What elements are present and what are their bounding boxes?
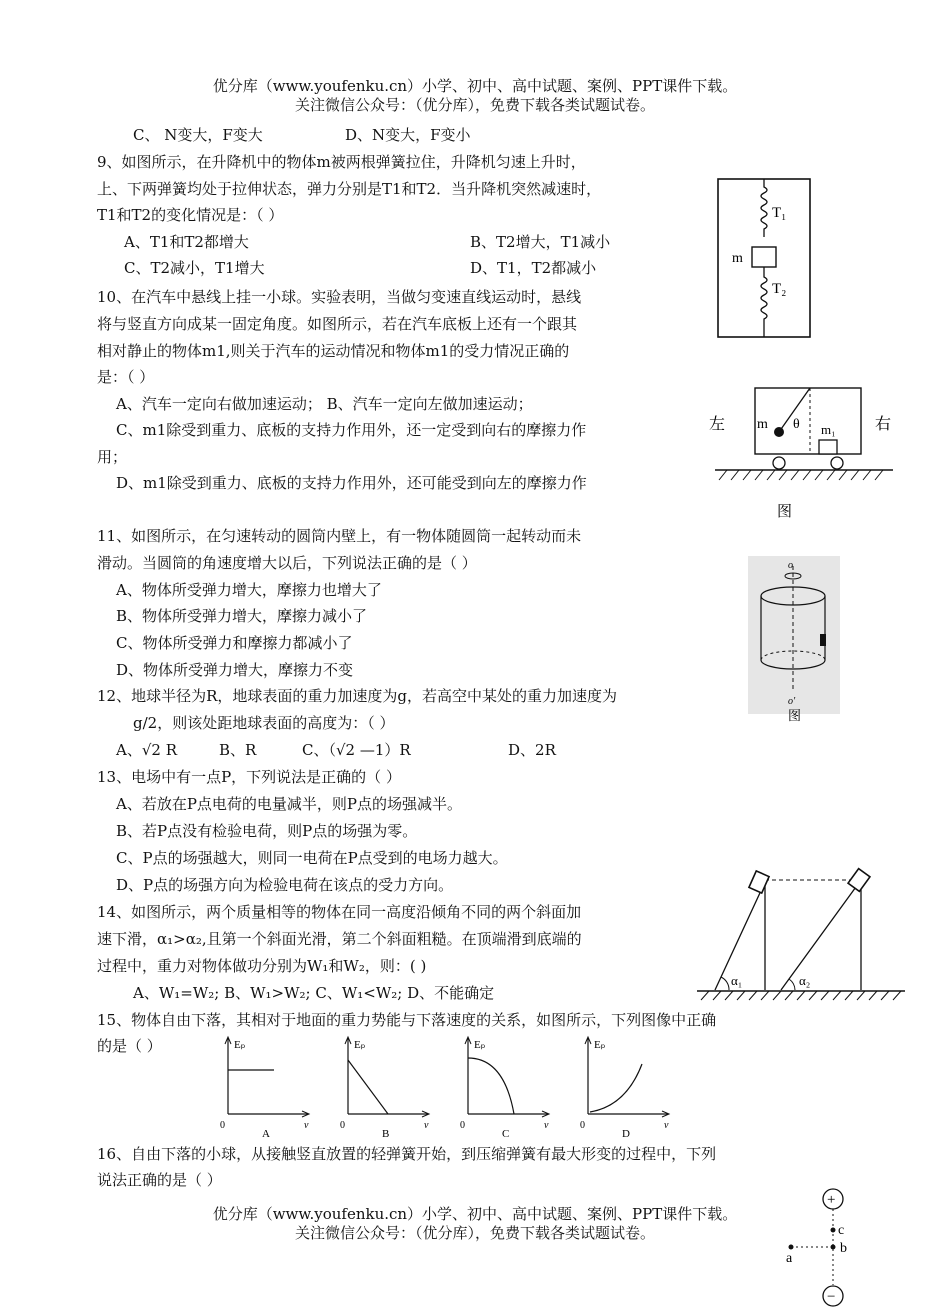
q11-option-b: B、物体所受弹力增大，摩擦力减小了 xyxy=(116,607,368,625)
label-m1: m₁ xyxy=(821,422,836,437)
q11-line-1: 11、如图所示，在匀速转动的圆筒内壁上，有一物体随圆筒一起转动而未 xyxy=(97,527,582,545)
y-label: Eₚ xyxy=(354,1039,366,1051)
q16-line-1: 16、自由下落的小球，从接触竖直放置的轻弹簧开始，到压缩弹簧有最大形变的过程中，下列 xyxy=(97,1145,717,1163)
caption: 图 xyxy=(788,708,802,723)
x-label: v xyxy=(544,1120,549,1131)
q10-options-ab: A、汽车一定向右做加速运动； B、汽车一定向左做加速运动； xyxy=(116,395,533,413)
q10-line-1: 10、在汽车中悬线上挂一小球。实验表明，当做匀变速直线运动时，悬线 xyxy=(97,288,582,306)
incline2-slope xyxy=(781,880,861,990)
header-line-1: 优分库（www.youfenku.cn）小学、初中、高中试题、案例、PPT课件下载。 xyxy=(212,77,738,95)
label-theta: θ xyxy=(793,417,800,432)
label: B xyxy=(382,1128,390,1140)
q11-option-d: D、物体所受弹力增大，摩擦力不变 xyxy=(116,661,354,679)
label: A xyxy=(262,1128,270,1140)
label-b: b xyxy=(840,1241,847,1256)
wheel-left xyxy=(773,457,785,469)
origin: 0 xyxy=(220,1120,225,1131)
q12-option-a: A、√2 R xyxy=(116,741,177,759)
y-label: Eₚ xyxy=(474,1039,486,1051)
label-m: m xyxy=(732,251,743,266)
label-m: m xyxy=(757,417,768,432)
origin: 0 xyxy=(460,1120,465,1131)
object-block xyxy=(820,634,826,646)
label-bottom: o′ xyxy=(788,696,796,707)
y-label: Eₚ xyxy=(594,1039,606,1051)
x-label: v xyxy=(664,1120,669,1131)
q10-line-4: 是：（ ） xyxy=(97,368,155,386)
q13-option-a: A、若放在P点电荷的电量减半，则P点的场强减半。 xyxy=(116,795,463,813)
q9-line-1: 9、如图所示，在升降机中的物体m被两根弹簧拉住，升降机匀速上升时， xyxy=(97,153,586,171)
q10-option-c-2: 用； xyxy=(97,448,128,466)
x-label: v xyxy=(304,1120,309,1131)
curve xyxy=(348,1060,388,1114)
plus-sign: + xyxy=(827,1192,836,1208)
q13-option-c: C、P点的场强越大，则同一电荷在P点受到的电场力越大。 xyxy=(116,849,508,867)
mass-block xyxy=(752,247,776,267)
graph-c xyxy=(460,1037,549,1140)
q14-line-2: 速下滑，α₁>α₂,且第一个斜面光滑，第二个斜面粗糙。在顶端滑到底端的 xyxy=(97,930,582,948)
q10-line-2: 将与竖直方向成某一固定角度。如图所示，若在汽车底板上还有一个跟其 xyxy=(97,315,578,333)
graph-d xyxy=(580,1037,669,1140)
q16-field-figure xyxy=(780,1186,860,1312)
label-alpha2: α₂ xyxy=(799,973,811,988)
label: C xyxy=(502,1128,510,1140)
q10-option-d-1: D、m1除受到重力、底板的支持力作用外，还可能受到向左的摩擦力作 xyxy=(116,474,587,492)
label-right: 右 xyxy=(875,416,892,433)
y-label: Eₚ xyxy=(234,1039,246,1051)
label-alpha1: α₁ xyxy=(731,973,743,988)
q11-line-2: 滑动。当圆筒的角速度增大以后，下列说法正确的是（ ） xyxy=(97,554,477,572)
q12-option-c: C、（√2 —1）R xyxy=(302,741,411,759)
q9-option-a: A、T1和T2都增大 xyxy=(124,233,249,251)
label-top: o xyxy=(788,560,793,571)
figure-background xyxy=(748,556,840,714)
caption: 图 xyxy=(777,504,793,520)
q9-option-c: C、T2减小，T1增大 xyxy=(124,259,265,277)
block-m1 xyxy=(819,440,837,454)
q11-option-c: C、物体所受弹力和摩擦力都减小了 xyxy=(116,634,353,652)
q14-line-3: 过程中，重力对物体做功分别为W₁和W₂，则：( ) xyxy=(97,957,427,975)
footer-line-1: 优分库（www.youfenku.cn）小学、初中、高中试题、案例、PPT课件下载。 xyxy=(212,1205,738,1223)
label-left: 左 xyxy=(709,416,726,433)
q8-option-d: D、N变大，F变小 xyxy=(345,126,471,144)
q9-option-b: B、T2增大，T1减小 xyxy=(470,233,611,251)
q9-option-d: D、T1，T2都减小 xyxy=(470,259,597,277)
q9-elevator-figure xyxy=(712,175,816,341)
x-label: v xyxy=(424,1120,429,1131)
ground-hatch xyxy=(701,991,901,1000)
q11-cylinder-figure xyxy=(748,556,844,724)
wheel-right xyxy=(831,457,843,469)
q9-line-3: T1和T2的变化情况是：（ ） xyxy=(97,206,284,224)
q9-line-2: 上、下两弹簧均处于拉伸状态，弹力分别是T1和T2．当升降机突然减速时， xyxy=(97,180,602,198)
angle1-arc xyxy=(721,977,729,990)
block2 xyxy=(848,869,870,892)
q15-line-2: 的是（ ） xyxy=(97,1037,162,1055)
curve xyxy=(468,1058,514,1114)
q14-line-1: 14、如图所示，两个质量相等的物体在同一高度沿倾角不同的两个斜面加 xyxy=(97,903,582,921)
point-c xyxy=(831,1228,836,1233)
origin: 0 xyxy=(580,1120,585,1131)
graph-a xyxy=(220,1037,309,1140)
q12-option-b: B、R xyxy=(219,741,257,759)
label-c: c xyxy=(838,1223,845,1238)
label-t1: T₁ xyxy=(772,205,787,221)
q10-car-figure xyxy=(705,382,905,522)
point-a xyxy=(789,1245,794,1250)
upper-spring xyxy=(761,179,767,237)
q14-incline-figure xyxy=(695,866,907,1002)
graph-b xyxy=(340,1037,429,1140)
lower-spring xyxy=(761,267,767,337)
q11-option-a: A、物体所受弹力增大，摩擦力也增大了 xyxy=(116,581,382,599)
angle2-arc xyxy=(789,979,795,990)
q13-option-b: B、若P点没有检验电荷，则P点的场强为零。 xyxy=(116,822,418,840)
q12-line-2: g/2，则该处距地球表面的高度为：（ ） xyxy=(133,714,395,732)
q12-option-d: D、2R xyxy=(508,741,556,759)
q13-option-d: D、P点的场强方向为检验电荷在该点的受力方向。 xyxy=(116,876,454,894)
curve xyxy=(590,1064,642,1112)
label: D xyxy=(622,1128,630,1140)
minus-sign: − xyxy=(827,1289,836,1305)
origin: 0 xyxy=(340,1120,345,1131)
block1 xyxy=(749,871,769,893)
ball xyxy=(774,427,784,437)
ground-hatch xyxy=(719,470,883,480)
label-t2: T₂ xyxy=(772,281,787,297)
q10-option-c-1: C、m1除受到重力、底板的支持力作用外，还一定受到向右的摩擦力作 xyxy=(116,421,587,439)
q8-option-c: C、 N变大，F变大 xyxy=(133,126,263,144)
q15-graphs xyxy=(212,1034,682,1140)
footer-line-2: 关注微信公众号：（优分库），免费下载各类试题试卷。 xyxy=(294,1224,655,1242)
q13-line-1: 13、电场中有一点P，下列说法是正确的（ ） xyxy=(97,768,401,786)
q16-line-2: 说法正确的是（ ） xyxy=(97,1171,222,1189)
q10-line-3: 相对静止的物体m1,则关于汽车的运动情况和物体m1的受力情况正确的 xyxy=(97,342,570,360)
q15-line-1: 15、物体自由下落，其相对于地面的重力势能与下落速度的关系，如图所示，下列图像中正确 xyxy=(97,1011,717,1029)
car-body xyxy=(755,388,861,454)
q12-line-1: 12、地球半径为R，地球表面的重力加速度为g，若高空中某处的重力加速度为 xyxy=(97,687,617,705)
header-line-2: 关注微信公众号：（优分库），免费下载各类试题试卷。 xyxy=(294,96,655,114)
label-a: a xyxy=(786,1251,793,1266)
q14-options: A、W₁=W₂; B、W₁>W₂; C、W₁<W₂; D、不能确定 xyxy=(133,984,495,1002)
